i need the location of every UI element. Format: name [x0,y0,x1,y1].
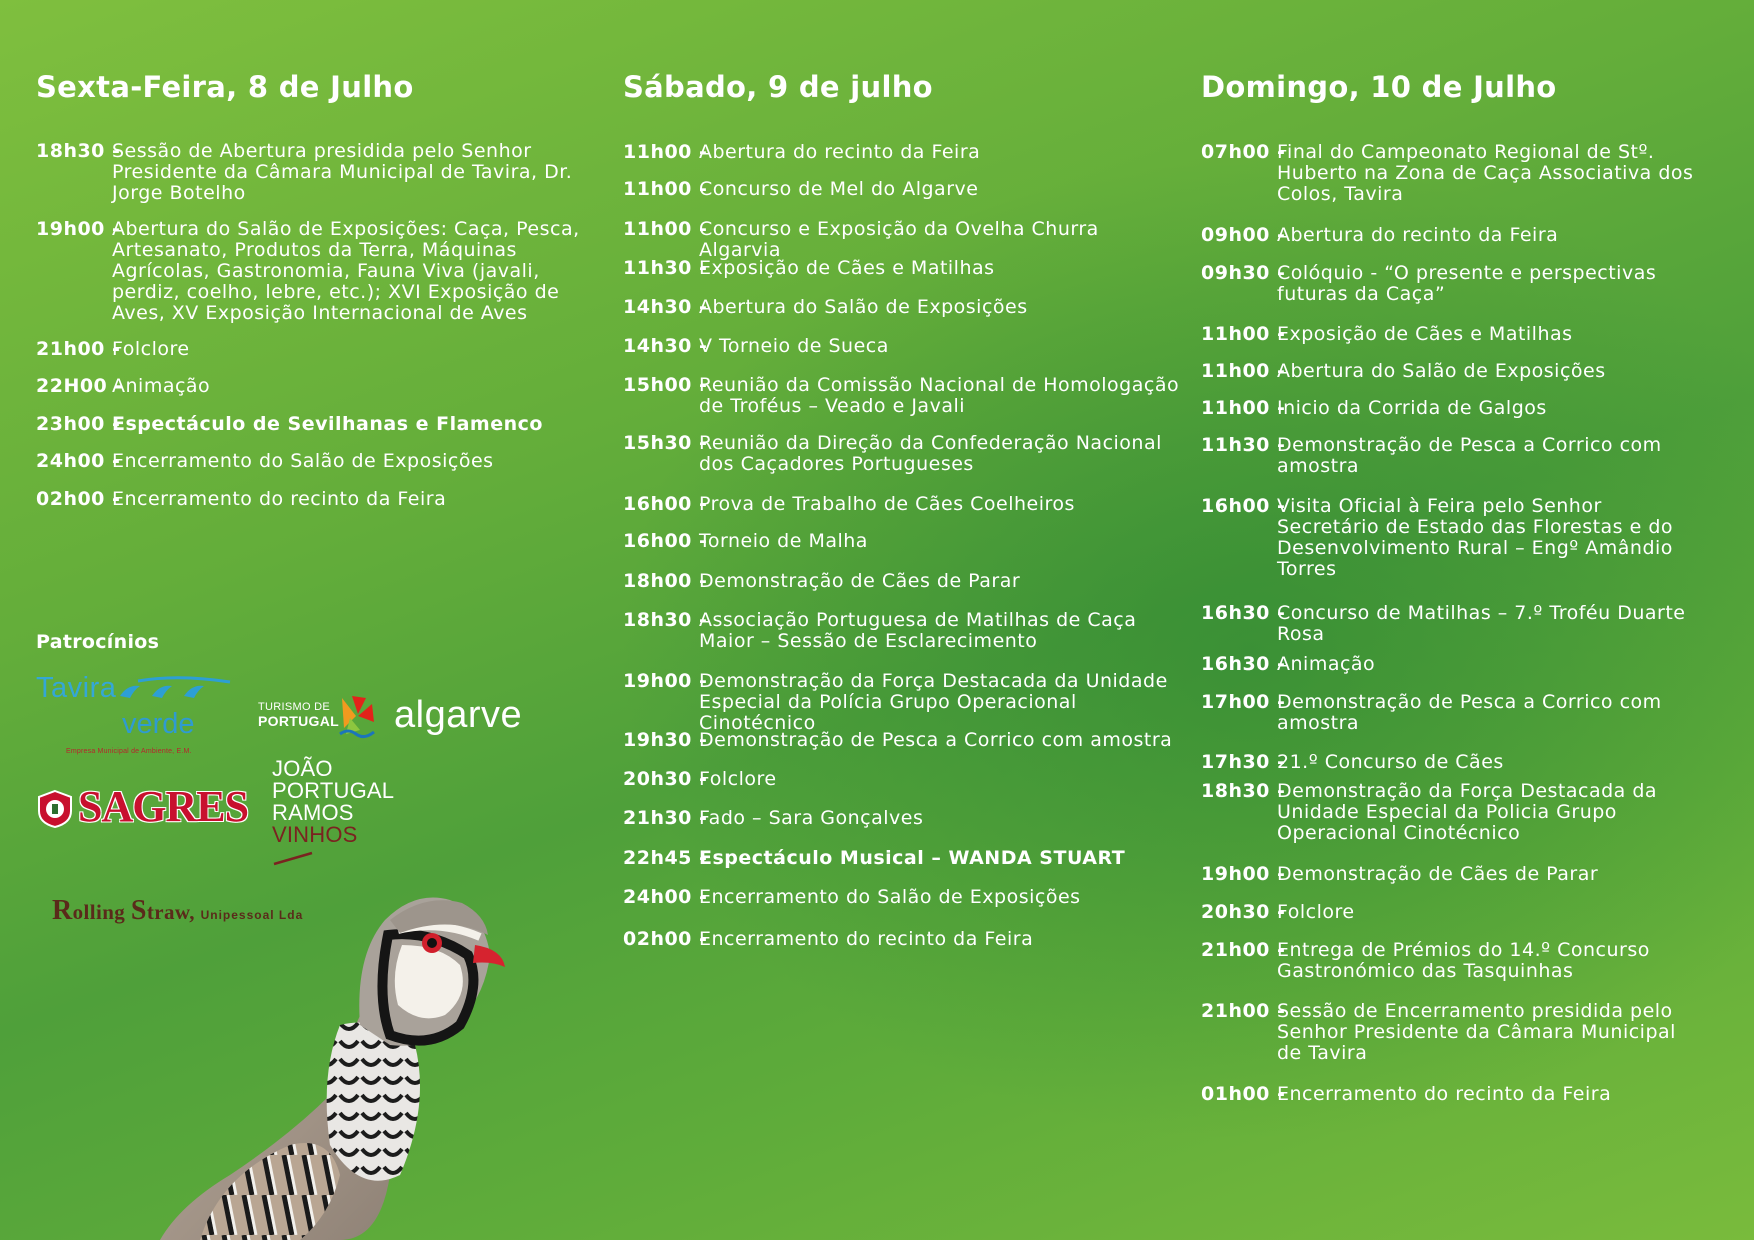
event-time: 18h30 - [623,609,708,631]
rolling-traw: traw, [146,900,201,924]
event-text: Concurso e Exposição da Ovelha Churra Algarvia [699,218,1099,261]
event-text: Sessão de Abertura presidida pelo Senhor Presidente da Câmara Municipal de Tavira, Dr. Jorge Botelho [112,140,573,204]
event-text: Abertura do Salão de Exposições: Caça, Pesca, Artesanato, Produtos da Terra, Máquinas Agrícolas, Gastronomia, Fauna Viva (javali, perdiz, coelho, lebre, etc.); XVI Exposição de Aves, XV Exposição Internacional de Aves [112,218,580,324]
event-text: Associação Portuguesa de Matilhas de Caça Maior – Sessão de Esclarecimento [699,609,1137,652]
event-item [1201,1084,1701,1105]
event-text: V Torneio de Sueca [699,335,889,357]
event-item [1201,654,1701,675]
event-text: Folclore [699,768,777,790]
event-item [1201,361,1701,382]
rolling-r: R [52,895,73,926]
event-item [1201,692,1701,734]
event-text: Fado – Sara Gonçalves [699,807,924,829]
event-text: Demonstração da Força Destacada da Unidade Especial da Polícia Grupo Operacional Cinotécnico [699,670,1168,734]
event-text: Sessão de Encerramento presidida pelo Senhor Presidente da Câmara Municipal de Tavira [1277,1000,1676,1064]
event-time: 24h00 - [36,450,121,472]
event-text: Abertura do Salão de Exposições [1277,360,1606,382]
event-time: 15h30 - [623,432,708,454]
event-time: 01h00 - [1201,1083,1286,1105]
event-item [36,414,596,435]
event-time: 23h00 - [36,413,121,435]
event-item [36,219,596,324]
event-item [1201,225,1701,246]
event-time: 15h00 - [623,374,708,396]
event-time: 16h00 - [1201,495,1286,517]
algarve-emblem-icon [336,694,378,740]
event-item [1201,435,1701,477]
event-time: 14h30 - [623,335,708,357]
sagres-logo [36,781,249,837]
algarve-small-line1: TURISMO DE [258,701,331,713]
jpr-vinhos-logo [272,758,412,868]
event-time: 21h00 - [36,338,121,360]
event-item [623,531,1183,552]
event-time: 02h00 - [623,928,708,950]
event-item [36,451,596,472]
event-item [1201,263,1701,305]
wave-icon [118,676,238,702]
day-title-friday: Sexta-Feira, 8 de Julho [36,70,414,104]
event-text: Demonstração de Cães de Parar [1277,863,1599,885]
event-time: 16h30 - [1201,653,1286,675]
partridge-image [140,875,580,1240]
event-item [623,808,1183,829]
event-text: Entrega de Prémios do 14.º Concurso Gastronómico das Tasquinhas [1277,939,1650,982]
event-time: 19h00 - [623,670,708,692]
event-time: 11h00 - [1201,360,1286,382]
event-item [1201,752,1701,773]
jpr-line2: PORTUGAL [272,778,395,803]
sagres-crest-icon [36,789,74,829]
event-text: Colóquio - “O presente e perspectivas futuras da Caça” [1277,262,1657,305]
event-text: Encerramento do Salão de Exposições [699,886,1081,908]
algarve-logo [252,692,522,748]
event-text: Abertura do Salão de Exposições [699,296,1028,318]
event-time: 17h30 - [1201,751,1286,773]
algarve-small-text [258,700,339,730]
event-text: Torneio de Malha [699,530,868,552]
event-text: Prova de Trabalho de Cães Coelheiros [699,493,1075,515]
event-text: Visita Oficial à Feira pelo Senhor Secretário de Estado das Florestas e do Desenvolvimento Rural – Engº Amândio Torres [1277,495,1674,580]
event-item [1201,1001,1701,1064]
event-time: 07h00 - [1201,141,1286,163]
event-text: Reunião da Direção da Confederação Nacional dos Caçadores Portugueses [699,432,1162,475]
sagres-name: SAGRES [78,782,249,831]
event-item [1201,781,1701,844]
sponsors-title: Patrocínios [36,631,160,653]
event-text: Exposição de Cães e Matilhas [1277,323,1573,345]
event-text: Animação [1277,653,1376,675]
event-time: 19h30 - [623,729,708,751]
tavira-verde-logo [36,672,216,758]
event-time: 18h30 - [1201,780,1286,802]
event-item [1201,142,1701,205]
rolling-suffix: Unipessoal Lda [200,908,304,922]
event-time: 11h00 - [623,141,708,163]
event-text: Exposição de Cães e Matilhas [699,257,995,279]
event-time: 11h00 - [1201,323,1286,345]
event-text: Final do Campeonato Regional de Stº. Huberto na Zona de Caça Associativa dos Colos, Tavira [1277,141,1694,205]
event-text: Abertura do recinto da Feira [699,141,981,163]
event-text: Encerramento do recinto da Feira [699,928,1034,950]
rolling-s: S [130,895,147,926]
event-item [623,671,1183,734]
event-text: 21.º Concurso de Cães [1277,751,1504,773]
event-time: 20h30 - [1201,901,1286,923]
tavira-verde-subtitle: Empresa Municipal de Ambiente, E.M. [66,748,192,755]
tavira-verde-line1: Tavira [36,672,117,704]
event-item [623,219,1183,261]
rolling-olling: olling [72,900,131,924]
event-time: 11h00 - [623,218,708,240]
event-item [623,258,1183,279]
event-time: 24h00 - [623,886,708,908]
event-item [1201,496,1701,580]
event-item [1201,324,1701,345]
event-item [623,336,1183,357]
event-item [623,142,1183,163]
event-text: Folclore [112,338,190,360]
event-text: Demonstração de Pesca a Corrico com amostra [699,729,1173,751]
event-item [623,179,1183,200]
event-time: 22h45 - [623,847,708,869]
event-item [623,494,1183,515]
event-time: 11h30 - [623,257,708,279]
jpr-line1: JOÃO [272,756,333,781]
jpr-line4: VINHOS [272,822,358,847]
event-time: 21h30 - [623,807,708,829]
event-text: Encerramento do recinto da Feira [1277,1083,1612,1105]
event-time: 18h30 - [36,140,121,162]
event-text: Abertura do recinto da Feira [1277,224,1559,246]
event-time: 09h30 - [1201,262,1286,284]
event-item [623,848,1183,869]
algarve-small-line2: PORTUGAL [258,713,339,729]
event-item [623,571,1183,592]
event-item [623,929,1183,950]
event-time: 14h30 - [623,296,708,318]
event-text: Demonstração da Força Destacada da Unidade Especial da Policia Grupo Operacional Cinotécnico [1277,780,1658,844]
event-time: 21h00 - [1201,939,1286,961]
algarve-name: algarve [394,694,523,736]
event-item [36,376,596,397]
day-title-saturday: Sábado, 9 de julho [623,70,933,104]
event-item [1201,398,1701,419]
event-time: 02h00 - [36,488,121,510]
jpr-underline-icon [272,850,316,866]
day-title-sunday: Domingo, 10 de Julho [1201,70,1557,104]
event-time: 20h30 - [623,768,708,790]
tavira-verde-line2: verde [122,708,195,740]
event-item [623,610,1183,652]
event-item [623,769,1183,790]
event-text: Demonstração de Pesca a Corrico com amostra [1277,434,1662,477]
event-time: 17h00 - [1201,691,1286,713]
event-item [1201,603,1701,645]
event-time: 21h00 - [1201,1000,1286,1022]
event-item [623,297,1183,318]
event-item [1201,864,1701,885]
event-text: Espectáculo Musical – WANDA STUART [699,847,1126,869]
event-item [36,489,596,510]
event-text: Folclore [1277,901,1355,923]
event-item [1201,940,1701,982]
event-time: 11h00 - [623,178,708,200]
event-text: Encerramento do Salão de Exposições [112,450,494,472]
event-time: 11h00 - [1201,397,1286,419]
event-time: 16h30 - [1201,602,1286,624]
event-text: Demonstração de Cães de Parar [699,570,1021,592]
event-time: 09h00 - [1201,224,1286,246]
event-item [1201,902,1701,923]
event-item [36,141,596,204]
event-time: 11h30 - [1201,434,1286,456]
event-text: Demonstração de Pesca a Corrico com amostra [1277,691,1662,734]
event-item [623,887,1183,908]
event-text: Concurso de Mel do Algarve [699,178,979,200]
event-text: Concurso de Matilhas – 7.º Troféu Duarte Rosa [1277,602,1686,645]
event-time: 16h00 - [623,530,708,552]
event-item [623,730,1183,751]
event-item [36,339,596,360]
event-item [623,375,1183,417]
event-time: 18h00 - [623,570,708,592]
event-time: 19h00 - [1201,863,1286,885]
event-text: Inicio da Corrida de Galgos [1277,397,1547,419]
event-text: Animação [112,375,211,397]
event-time: 22H00 - [36,375,123,397]
event-item [623,433,1183,475]
event-time: 16h00 - [623,493,708,515]
event-text: Encerramento do recinto da Feira [112,488,447,510]
jpr-line3: RAMOS [272,800,354,825]
event-time: 19h00 - [36,218,121,240]
event-text: Reunião da Comissão Nacional de Homologação de Troféus – Veado e Javali [699,374,1180,417]
event-text: Espectáculo de Sevilhanas e Flamenco [112,413,543,435]
